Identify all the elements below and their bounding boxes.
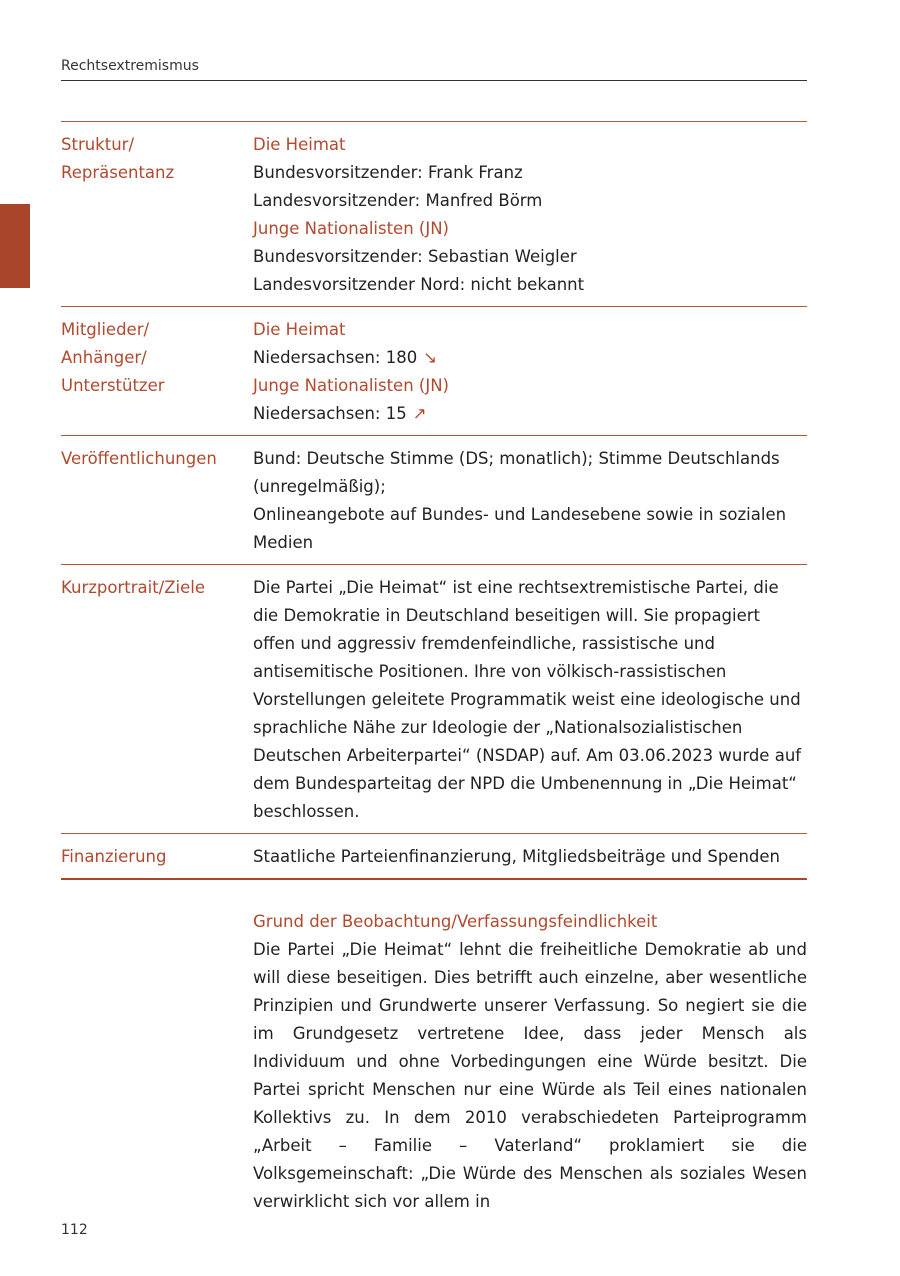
row-label: Mitglieder/ Anhänger/ Unterstützer — [61, 320, 165, 395]
running-title: Rechtsextremismus — [61, 58, 199, 74]
row-label: Struktur/ Repräsentanz — [61, 135, 175, 182]
trend-up-icon: ↗ — [412, 404, 427, 423]
org-name: Junge Nationalisten (JN) — [253, 219, 449, 238]
header-rule — [61, 80, 807, 81]
trend-down-icon: ↘ — [423, 348, 438, 367]
observation-section — [253, 908, 807, 1216]
member-count: Niedersachsen: 15 ↗ — [253, 404, 427, 423]
publications-online-text: Onlineangebote auf Bundes- und Landesebene sowie in sozialen Medien — [253, 505, 787, 552]
party-profile-table — [61, 121, 807, 880]
section-heading: Grund der Beobachtung/Verfassungsfeindlichkeit — [253, 912, 658, 931]
row-value: Staatliche Parteienfinanzierung, Mitgliedsbeiträge und Spenden — [253, 847, 780, 866]
portrait-text: Die Partei „Die Heimat“ ist eine rechtsextremistische Partei, die die Demokratie in Deutschland beseitigen will. Sie propagiert offen und aggressiv fremdenfeindliche, rassistische und antisemitische Positionen. Ihre von völkisch-rassistischen Vorstellungen geleitete Programmatik weist eine ideologische und sprachliche Nähe zur Ideologie der „Nationalsozialistischen Deutschen Arbeiterpartei“ (NSDAP) auf. Am 03.06.2023 wurde auf dem Bundesparteitag der NPD die Umbenennung in „Die Heimat“ beschlossen. — [253, 578, 802, 821]
chapter-side-tab — [0, 204, 30, 288]
row-mitglieder — [61, 307, 807, 436]
publications-text: Bund: Deutsche Stimme (DS; monatlich); Stimme Deutschlands (unregelmäßig); — [253, 449, 780, 496]
org-name: Die Heimat — [253, 320, 346, 339]
row-value — [253, 445, 807, 557]
org-name: Junge Nationalisten (JN) — [253, 376, 449, 395]
row-finanzierung — [61, 834, 807, 880]
row-value — [253, 316, 807, 428]
row-struktur — [61, 122, 807, 307]
org-detail: Bundesvorsitzender: Frank Franz — [253, 163, 523, 182]
row-label: Finanzierung — [61, 847, 167, 866]
row-veroeffentlichungen — [61, 436, 807, 565]
section-body-text: Die Partei „Die Heimat“ lehnt die freiheitliche Demokratie ab und will diese beseitigen. Dies betrifft auch einzelne, aber wesentliche Prinzipien und Grundwerte unserer Verfassung. So negiert sie die im Grundgesetz vertretene Idee, dass jeder Mensch als Individuum und ohne Vorbedingungen eine Würde besitzt. Die Partei spricht Menschen nur eine Würde als Teil eines nationalen Kollektivs zu. In dem 2010 verabschiedeten Parteiprogramm „Arbeit – Familie – Vaterland“ proklamiert sie die Volksgemeinschaft: „Die Würde des Menschen als soziales Wesen verwirklicht sich vor allem in — [253, 940, 807, 1211]
org-name: Die Heimat — [253, 135, 346, 154]
row-value — [253, 574, 807, 826]
org-detail: Landesvorsitzender Nord: nicht bekannt — [253, 275, 585, 294]
row-label: Kurzportrait/Ziele — [61, 578, 206, 597]
org-detail: Landesvorsitzender: Manfred Börm — [253, 191, 543, 210]
page-number: 112 — [61, 1222, 88, 1238]
row-label: Veröffentlichungen — [61, 449, 217, 468]
row-value — [253, 131, 807, 299]
row-kurzportrait — [61, 565, 807, 834]
org-detail: Bundesvorsitzender: Sebastian Weigler — [253, 247, 577, 266]
member-count: Niedersachsen: 180 ↘ — [253, 348, 438, 367]
